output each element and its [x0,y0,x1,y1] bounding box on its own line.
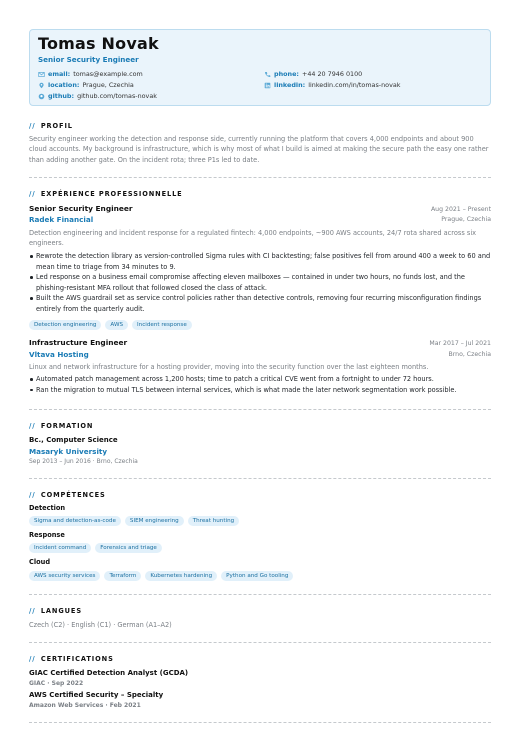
job-summary: Detection engineering and incident response for a regulated fintech: 4,000 endpoints, ~900 AWS accounts, 24/7 rota shared across six engineers. [29,229,477,248]
skill-tag: AWS [105,320,128,330]
section-divider [29,409,491,410]
achievement-item: Led response on a business email compromise affecting eleven mailboxes — contained in under two hours, no funds lost, and the phishing-resistant MFA rollout that followed closed the class of attack. [29,272,491,293]
skill-group-name: Cloud [29,558,51,566]
mail-icon [38,71,45,78]
job-role: Senior Security Engineer [29,204,133,213]
skill-tag: Detection engineering [29,320,101,330]
education-degree: Bc., Computer Science [29,436,118,444]
contact-github-value[interactable]: github.com/tomas-novak [77,92,157,100]
github-icon [38,93,45,100]
languages-list: Czech (C2) · English (C1) · German (A1–A2) [29,621,172,629]
skill-group-tags [29,571,293,581]
job-dates: Mar 2017 – Jul 2021 [429,340,491,347]
linkedin-icon [264,82,271,89]
job-dates: Aug 2021 – Present [430,206,491,213]
section-divider [29,722,491,723]
achievement-item: Built the AWS guardrail set as service control policies rather than detective controls, removing four recurring misconfiguration findings entirely from the quarterly audit. [29,293,491,314]
resume-header [29,29,491,106]
contact-phone-value[interactable]: +44 20 7946 0100 [301,70,363,78]
skills-section-title: // COMPÉTENCES [29,491,106,499]
contact-linkedin-key: linkedin: [274,81,306,89]
certification-meta: Amazon Web Services · Feb 2021 [29,702,141,709]
map-pin-icon [38,82,45,89]
job-achievements [29,374,491,395]
skill-tag: Incident command [29,543,91,553]
job-role: Infrastructure Engineer [29,338,128,347]
skill-tag: Sigma and detection-as-code [29,516,121,526]
contact-email-key: email: [48,70,71,78]
job-achievements [29,251,491,314]
skill-tag: SIEM engineering [125,516,184,526]
achievement-item: Automated patch management across 1,200 hosts; time to patch a critical CVE went from a fortnight to under 72 hours. [29,374,491,385]
job-organization: Radek Financial [29,215,94,224]
skill-group-tags [29,543,162,553]
contact-location [38,81,134,89]
contact-github-key: github: [48,92,75,100]
candidate-name: Tomas Novak [38,34,159,53]
achievement-item: Rewrote the detection library as version-controlled Sigma rules with CI backtesting; false positives fell from around 400 a week to 60 and mean time to triage from 34 minutes to 9. [29,251,491,272]
candidate-headline: Senior Security Engineer [38,55,139,64]
contact-phone[interactable] [264,70,362,78]
section-divider [29,177,491,178]
skill-tag: Python and Go tooling [221,571,293,581]
skill-tag: Incident response [132,320,192,330]
achievement-item: Ran the migration to mutual TLS between internal services, which is what made the later network segmentation work possible. [29,385,491,396]
contact-phone-key: phone: [274,70,299,78]
certification-meta: GIAC · Sep 2022 [29,680,84,687]
contact-email-value[interactable]: tomas@example.com [73,70,143,78]
section-divider [29,642,491,643]
skill-group-tags [29,516,239,526]
education-section-title: // FORMATION [29,422,94,430]
job-tags [29,320,192,330]
profile-section-title: // PROFIL [29,122,73,130]
job-summary: Linux and network infrastructure for a hosting provider, moving into the security function over the last eighteen months. [29,363,429,371]
skill-tag: Kubernetes hardening [145,571,217,581]
certification-name: AWS Certified Security – Specialty [29,691,164,699]
languages-section-title: // LANGUES [29,607,82,615]
job-organization: Vltava Hosting [29,350,89,359]
skill-group-name: Detection [29,504,66,512]
contact-github[interactable] [38,92,157,100]
contact-email[interactable] [38,70,143,78]
skill-tag: Forensics and triage [95,543,162,553]
contact-linkedin[interactable] [264,81,400,89]
skill-tag: Threat hunting [188,516,239,526]
section-divider [29,594,491,595]
education-school: Masaryk University [29,447,108,456]
education-meta: Sep 2013 – Jun 2016 · Brno, Czechia [29,458,138,465]
certification-name: GIAC Certified Detection Analyst (GCDA) [29,669,189,677]
skill-tag: AWS security services [29,571,100,581]
contact-location-value: Prague, Czechia [82,81,134,89]
certifications-section-title: // CERTIFICATIONS [29,655,114,663]
job-location: Prague, Czechia [441,216,491,223]
contact-linkedin-value[interactable]: linkedin.com/in/tomas-novak [308,81,401,89]
job-location: Brno, Czechia [448,351,491,358]
section-divider [29,478,491,479]
experience-section-title: // EXPÉRIENCE PROFESSIONNELLE [29,190,183,198]
skill-tag: Terraform [104,571,141,581]
skill-group-name: Response [29,531,65,539]
profile-summary: Security engineer working the detection and response side, currently running the platform that covers 4,000 endpoints and about 900 cloud accounts. My background is infrastructure, which is why most of what I build is aimed at making the secure path the easy one rather than adding another gate. On the incident rota; three P1s led to date. [29,135,489,164]
phone-icon [264,71,271,78]
contact-location-key: location: [48,81,80,89]
